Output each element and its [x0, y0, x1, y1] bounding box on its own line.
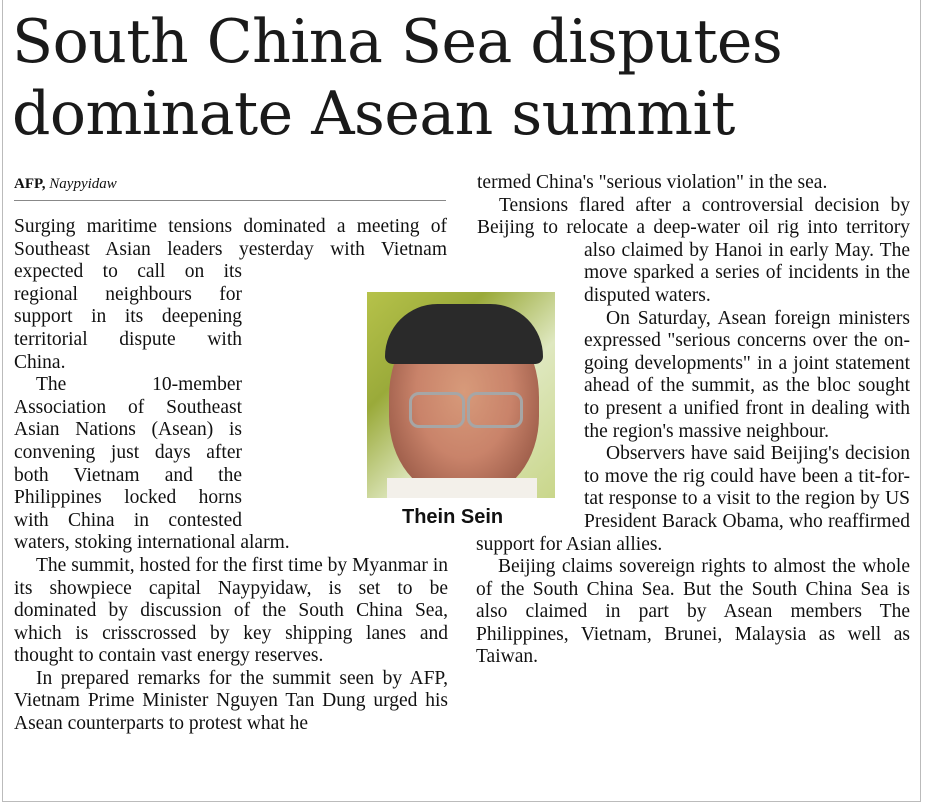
- photo-hair: [385, 304, 543, 364]
- paragraph: termed China's "serious violation" in the sea.: [477, 172, 828, 193]
- byline-agency: AFP,: [14, 176, 46, 192]
- paragraph: Observers have said Beijing's decision to move the rig could have been a tit-for-tat response to a visit to the region by US President Barack Obama, who reaffirmed support for Asian allies.: [476, 443, 910, 555]
- byline: [14, 174, 446, 201]
- paragraph: Surging maritime tensions dominated a meeting of Southeast Asian leaders yesterday with Vietnam expected to call on its regional neighbours for support in its deepening territorial dispute with China.: [14, 216, 447, 373]
- paragraph: The 10-member Association of Southeast Asian Nations (Asean) is convening just days after both Vietnam and the Philippines locked horns with China in contested waters, stoking international alarm.: [14, 374, 290, 554]
- paragraph: Beijing claims sovereign rights to almost the whole of the South China Sea. But the South China Sea is also claimed in part by Asean members The Philippines, Vietnam, Brunei, Malaysia as well as Taiwan.: [476, 556, 910, 668]
- paragraph: On Saturday, Asean foreign ministers expressed "serious concerns over the on-going developments" in a joint statement ahead of the summit, as the bloc sought to present a unified front in dealing with the region's massive neighbour.: [584, 307, 910, 442]
- byline-place: Naypyidaw: [49, 176, 117, 192]
- portrait-photo: [367, 292, 555, 498]
- paragraph: In prepared remarks for the summit seen by AFP, Vietnam Prime Minister Nguyen Tan Dung urged his Asean counterparts to protest what he: [14, 667, 448, 735]
- photo-glasses-right: [467, 392, 523, 428]
- photo-shirt: [387, 478, 537, 498]
- photo-glasses-left: [409, 392, 465, 428]
- float-spacer: [447, 216, 448, 276]
- paragraph: The summit, hosted for the first time by Myanmar in its showpiece capital Naypyidaw, is set to be dominated by discussion of the South China Sea, which is crisscrossed by key shipping lanes and thought to contain vast energy reserves.: [14, 554, 448, 667]
- headline: South China Sea disputes dominate Asean summit: [12, 7, 783, 149]
- photo-caption: Thein Sein: [402, 506, 504, 528]
- paragraph: Tensions flared after a controversial decision by Beijing to relocate a deep-water oil rig into territory also claimed by Hanoi in early May. The move sparked a series of incidents in the disputed waters.: [477, 194, 910, 306]
